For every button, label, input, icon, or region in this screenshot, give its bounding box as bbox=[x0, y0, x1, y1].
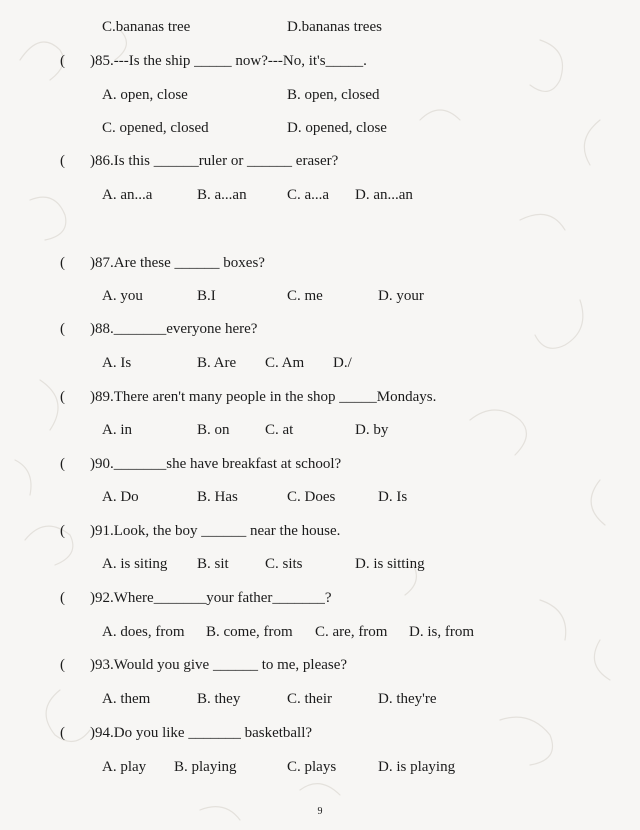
option-c: C. opened, closed bbox=[102, 120, 209, 136]
option-a: A. open, close bbox=[102, 87, 188, 103]
page-number: 9 bbox=[317, 806, 323, 817]
question-text: )91.Look, the boy ______ near the house. bbox=[90, 523, 341, 539]
answer-paren: ( bbox=[60, 456, 65, 472]
answer-paren: ( bbox=[60, 590, 65, 606]
option-d: D.bananas trees bbox=[287, 19, 382, 35]
question-text: )88._______everyone here? bbox=[90, 321, 258, 337]
option-c: C. Does bbox=[287, 489, 336, 505]
option-c: C. sits bbox=[265, 556, 303, 572]
answer-paren: ( bbox=[60, 725, 65, 741]
option-b: B. they bbox=[197, 691, 241, 707]
option-a: A. them bbox=[102, 691, 151, 707]
option-b: B. Has bbox=[197, 489, 238, 505]
option-b: B. Are bbox=[197, 355, 237, 371]
option-c: C. a...a bbox=[287, 187, 330, 203]
answer-paren: ( bbox=[60, 53, 65, 69]
option-b: B.I bbox=[197, 288, 216, 304]
option-d: D. opened, close bbox=[287, 120, 387, 136]
question-text: )94.Do you like _______ basketball? bbox=[90, 725, 313, 741]
option-b: B. open, closed bbox=[287, 87, 380, 103]
option-d: D. Is bbox=[378, 489, 408, 505]
option-c: C. plays bbox=[287, 759, 337, 775]
option-a: A. an...a bbox=[102, 187, 153, 203]
question-text: )86.Is this ______ruler or ______ eraser? bbox=[90, 153, 339, 169]
option-d: D. is playing bbox=[378, 759, 456, 775]
option-c: C. are, from bbox=[315, 624, 388, 640]
option-c: C. Am bbox=[265, 355, 305, 371]
option-d: D. they're bbox=[378, 691, 437, 707]
option-a: A. play bbox=[102, 759, 147, 775]
answer-paren: ( bbox=[60, 523, 65, 539]
question-text: )87.Are these ______ boxes? bbox=[90, 255, 265, 271]
answer-paren: ( bbox=[60, 657, 65, 673]
option-a: A. in bbox=[102, 422, 132, 438]
option-d: D./ bbox=[333, 355, 352, 371]
option-d: D. by bbox=[355, 422, 389, 438]
answer-paren: ( bbox=[60, 255, 65, 271]
option-c: C. their bbox=[287, 691, 332, 707]
question-text: )90._______she have breakfast at school? bbox=[90, 456, 342, 472]
option-c: C. at bbox=[265, 422, 294, 438]
answer-paren: ( bbox=[60, 321, 65, 337]
option-b: B. on bbox=[197, 422, 230, 438]
option-c: C.bananas tree bbox=[102, 19, 191, 35]
option-d: D. is, from bbox=[409, 624, 474, 640]
option-d: D. is sitting bbox=[355, 556, 425, 572]
question-text: )85.---Is the ship _____ now?---No, it's_____. bbox=[90, 53, 367, 69]
option-a: A. is siting bbox=[102, 556, 168, 572]
answer-paren: ( bbox=[60, 389, 65, 405]
question-text: )93.Would you give ______ to me, please? bbox=[90, 657, 348, 673]
option-a: A. you bbox=[102, 288, 143, 304]
option-b: B. a...an bbox=[197, 187, 247, 203]
option-d: D. an...an bbox=[355, 187, 413, 203]
option-d: D. your bbox=[378, 288, 424, 304]
option-a: A. Do bbox=[102, 489, 139, 505]
answer-paren: ( bbox=[60, 153, 65, 169]
option-a: A. does, from bbox=[102, 624, 185, 640]
option-c: C. me bbox=[287, 288, 323, 304]
question-text: )89.There aren't many people in the shop _____Mondays. bbox=[90, 389, 437, 405]
option-a: A. Is bbox=[102, 355, 132, 371]
option-b: B. come, from bbox=[206, 624, 293, 640]
question-text: )92.Where_______your father_______? bbox=[90, 590, 332, 606]
option-b: B. sit bbox=[197, 556, 229, 572]
option-b: B. playing bbox=[174, 759, 237, 775]
